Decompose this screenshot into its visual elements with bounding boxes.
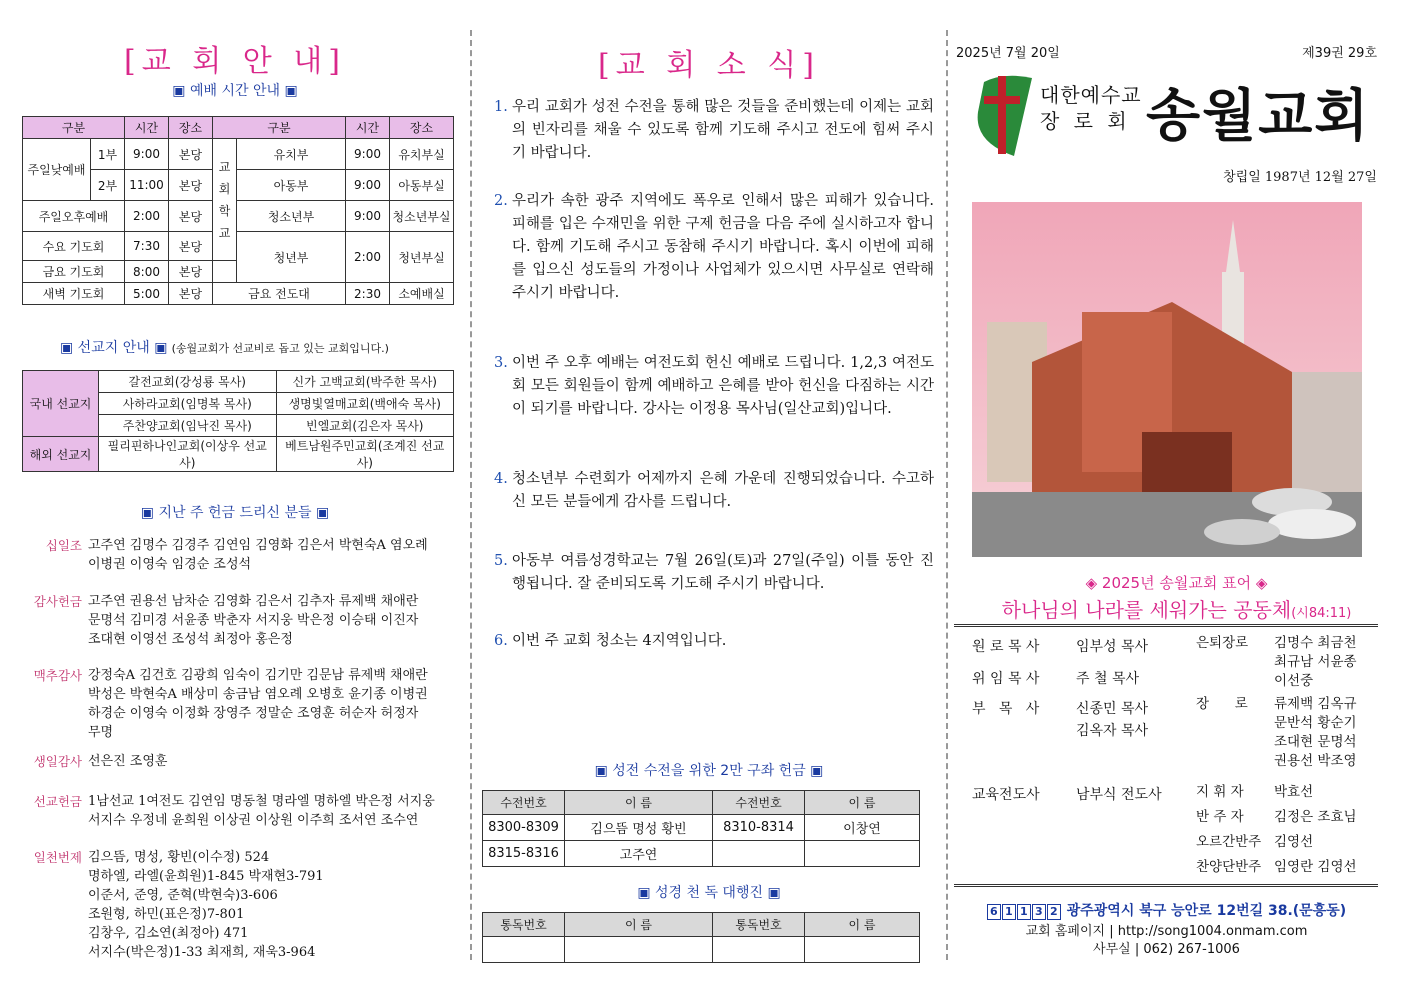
cell: 9:00 [346,201,390,232]
denomination-line2: 장 로 회 [1040,109,1131,133]
offering-line: 무명 [88,725,114,740]
th: 장소 [390,117,454,139]
cell: 8310-8314 [713,815,805,841]
th: 통독번호 [483,913,565,937]
cell [805,937,920,963]
cell: 7:30 [125,232,169,261]
church-guide-title: [교 회 안 내] [124,44,346,79]
cell: 금요 기도회 [23,261,125,283]
bible-heading: ▣ 성경 천 독 대행진 ▣ [637,885,781,901]
cell [483,937,565,963]
church-building-photo [972,202,1362,557]
cell: 사하라교회(임명복 목사) [99,393,277,415]
offering-label: 생일감사 [33,754,82,769]
offering-line: 조대현 이영선 조성석 최정아 홍은정 [88,632,293,647]
offering-line: 조원형, 하민(표은정)7-801 [88,907,245,922]
mission-table [22,370,454,472]
cell: 본당 [169,232,213,261]
staff-role: 부 목 사 [972,701,1040,717]
cell: 청소년부실 [390,201,454,232]
cell: 아동부실 [390,170,454,201]
offering-line: 이병권 이영숙 임경순 조성석 [88,557,252,572]
middle-column [474,0,944,992]
news-item [494,468,934,514]
motto: 하나님의 나라를 세워가는 공동체 [1001,598,1292,622]
th: 이 름 [565,913,713,937]
cell: 본당 [169,201,213,232]
th: 이 름 [565,791,713,815]
church-name: 송월교회 [1146,84,1371,149]
address-row [950,900,1383,920]
cell: 베트남원주민교회(조계진 선교사) [276,437,454,472]
staff-name: 조대현 문명석 [1274,734,1357,750]
staff-row [972,784,1162,804]
cell: 청년부실 [390,232,454,283]
offering-line: 1남선교 1여전도 김연임 명동철 명라엘 명하엘 박은정 서지웅 [88,794,435,809]
staff-name: 이선중 [1274,673,1314,689]
divider [954,624,1378,627]
cell: 9:00 [346,139,390,170]
offering-line: 명하엘, 라엘(윤희원)1-845 박재현3-791 [88,869,324,884]
news-item [494,352,934,421]
cell: 8300-8309 [483,815,565,841]
cell: 주일오후예배 [23,201,125,232]
th: 구분 [213,117,346,139]
offering-line: 서지수 우정네 윤희원 이상권 이상원 이주희 조서연 조수연 [88,813,419,828]
cell: 2:00 [125,201,169,232]
staff-row [1196,634,1357,691]
denomination [1040,82,1142,134]
cell [713,841,805,867]
th: 이 름 [805,791,920,815]
th: 구분 [23,117,125,139]
staff-name: 김옥자 목사 [1076,723,1149,739]
th: 수전번호 [713,791,805,815]
staff-role: 교육전도사 [972,787,1040,803]
cell: 금요 전도대 [213,283,346,305]
offering-group [24,666,464,742]
news-item [494,550,934,596]
homepage[interactable]: 교회 홈페이지 | http://song1004.onmam.com [1025,924,1308,939]
cell: 주일낮예배 [23,139,91,201]
cell: 5:00 [125,283,169,305]
offering-group [24,792,464,830]
th: 통독번호 [713,913,805,937]
cell: 신가 고백교회(박주한 목사) [276,371,454,393]
news-text: 이번 주 교회 청소는 4지역입니다. [512,633,727,649]
cell: 본당 [169,261,213,283]
church-news-title: [교 회 소 식] [598,48,820,83]
offering-group [24,536,464,574]
staff-name: 권용선 박조영 [1274,753,1357,769]
staff-name: 김명수 최금천 [1274,635,1357,651]
offering-line: 이준서, 준영, 준혁(박현숙)3-606 [88,888,278,903]
fund-table [482,790,920,867]
staff-name: 류제백 김옥규 [1274,696,1357,712]
staff-row [1196,783,1313,802]
cell: 이창연 [805,815,920,841]
news-text: 우리가 속한 광주 지역에도 폭우로 인해서 많은 피해가 있습니다. 피해를 입은 수재민을 위한 구제 헌금을 다음 주에 실시하고자 합니다. 함께 기도해 주시고 동참해 주시기 바랍니다. 혹시 이번에 피해를 입으신 성도들의 가정이나 사업체가 있으시면 사무실로 연락해 주시기 바랍니다. [512,193,934,301]
bible-table [482,912,920,963]
news-number: 6. [494,633,508,649]
news-item [494,190,934,305]
offering-line: 박성은 박현숙A 배상미 송금남 염오례 오병호 윤기종 이병권 [88,687,428,702]
staff-role: 장 로 [1196,696,1248,712]
offering-group [24,848,464,962]
cell: 2:00 [346,232,390,283]
cell: 2부 [91,170,125,201]
offering-label: 선교헌금 [33,794,82,809]
fund-heading: ▣ 성전 수전을 위한 2만 구좌 헌금 ▣ [594,763,824,779]
staff-row [1196,858,1357,877]
denomination-line1: 대한예수교 [1040,83,1142,107]
offering-label: 맥추감사 [33,668,82,683]
offering-line: 김으뜸, 명성, 황빈(이수정) 524 [88,850,270,865]
staff-row [972,720,1148,740]
offering-line: 강정숙A 김건호 김광희 임숙이 김기만 김문남 류제백 채애란 [88,668,428,683]
bulletin-date: 2025년 7월 20일 [956,46,1060,61]
th: 시간 [346,117,390,139]
staff-row [972,636,1148,656]
mission-heading: ▣ 선교지 안내 ▣ [60,340,168,356]
th: 시간 [125,117,169,139]
news-number: 2. [494,193,508,209]
cell: 9:00 [346,170,390,201]
news-item [494,96,934,165]
cell: 9:00 [125,139,169,170]
news-item [494,630,934,653]
motto-row [950,594,1403,623]
cell: 고주연 [565,841,713,867]
cell: 본당 [169,283,213,305]
news-number: 1. [494,99,508,115]
staff-role: 찬양단반주 [1196,859,1262,875]
left-column [0,0,470,992]
cell: 생명빛열매교회(백애숙 목사) [276,393,454,415]
staff-name: 임부성 목사 [1076,639,1149,655]
cell: 2:30 [346,283,390,305]
offering-label: 일천번제 [33,850,82,865]
th: 수전번호 [483,791,565,815]
divider [954,884,1378,887]
staff-role: 지 휘 자 [1196,784,1244,800]
cell: 갈전교회(강성룡 목사) [99,371,277,393]
office-phone: 사무실 | 062) 267-1006 [1093,942,1240,957]
offering-line: 고주연 김명수 김경주 김연임 김영화 김은서 박현숙A 염오례 [88,538,428,553]
cell: 빈엘교회(김은자 목사) [276,415,454,437]
cell: 8315-8316 [483,841,565,867]
cell: 수요 기도회 [23,232,125,261]
staff-name: 김정은 조효님 [1274,809,1357,825]
motto-heading: ◈ 2025년 송월교회 표어 ◈ [1085,574,1268,592]
cell: 주찬양교회(임낙진 목사) [99,415,277,437]
offering-line: 하경순 이영숙 이정화 장영주 정말순 조영훈 허순자 허정자 [88,706,419,721]
staff-row [1196,808,1357,827]
cell: 해외 선교지 [23,437,99,472]
staff-role: 은퇴장로 [1196,635,1249,651]
staff-name: 최규남 서윤종 [1274,654,1357,670]
cell: 유치부실 [390,139,454,170]
cell: 청소년부 [237,201,346,232]
cell [713,937,805,963]
cell: 1부 [91,139,125,170]
cell: 본당 [169,170,213,201]
cell: 새벽 기도회 [23,283,125,305]
zip-code: 6 1 1 3 2 [987,903,1062,919]
offering-group [24,752,464,771]
cell: 소예배실 [390,283,454,305]
news-text: 청소년부 수련회가 어제까지 은혜 가운데 진행되었습니다. 수고하신 모든 분들에게 감사를 드립니다. [512,471,934,510]
staff-name: 문반석 황순기 [1274,715,1357,731]
staff-role: 위 임 목 사 [972,671,1040,687]
cell: 유치부 [237,139,346,170]
offering-label: 십일조 [45,538,82,553]
cell: 필리핀하나인교회(이상우 선교사) [99,437,277,472]
staff-name: 남부식 전도사 [1076,787,1162,803]
staff-name: 신종민 목사 [1076,701,1149,717]
offering-heading: ▣ 지난 주 헌금 드리신 분들 ▣ [140,505,330,521]
th: 장소 [169,117,213,139]
worship-table [22,116,454,305]
staff-name: 임영란 김영선 [1274,859,1357,875]
address: 광주광역시 북구 능안로 12번길 38.(문흥동) [1066,903,1347,919]
news-text: 아동부 여름성경학교는 7월 26일(토)과 27일(주일) 이틀 동안 진행됩니다. 잘 준비되도록 기도해 주시기 바랍니다. [512,553,934,592]
th: 이 름 [805,913,920,937]
cell: 청년부 [237,232,346,283]
motto-ref: (시84:11) [1291,606,1352,621]
cell: 본당 [169,139,213,170]
news-text: 우리 교회가 성전 수전을 통해 많은 것들을 준비했는데 이제는 교회의 빈자리를 채울 수 있도록 함께 기도해 주시고 전도에 힘써 주시기 바랍니다. [512,99,934,161]
worship-heading: ▣ 예배 시간 안내 ▣ [172,83,298,99]
offering-line: 선은진 조영훈 [88,754,168,769]
cell-church-school: 교 회 학 교 [213,139,237,261]
staff-name: 박효선 [1274,784,1314,800]
news-text: 이번 주 오후 예배는 여전도회 헌신 예배로 드립니다. 1,2,3 여전도회 모든 회원들이 함께 예배하고 은혜를 받아 헌신을 다짐하는 시간이 되기를 바랍니다. 강사는 이정용 목사님(일산교회)입니다. [512,355,934,417]
staff-row [972,668,1139,688]
staff-role: 원 로 목 사 [972,639,1040,655]
church-logo-icon [974,72,1036,156]
staff-row [972,698,1148,718]
staff-role: 반 주 자 [1196,809,1244,825]
staff-row [1196,833,1313,852]
news-number: 3. [494,355,508,371]
offering-label: 감사헌금 [33,594,82,609]
offering-line: 고주연 권용선 남차순 김영화 김은서 김추자 류제백 채애란 [88,594,419,609]
mission-note: (송월교회가 선교비로 돕고 있는 교회입니다.) [171,342,389,355]
news-number: 5. [494,553,508,569]
issue-number: 제39권 29호 [1302,46,1377,61]
cell [565,937,713,963]
mission-heading-row [60,337,389,357]
news-number: 4. [494,471,508,487]
cell: 김으뜸 명성 황빈 [565,815,713,841]
staff-role: 오르간반주 [1196,834,1262,850]
cell: 11:00 [125,170,169,201]
cell: 아동부 [237,170,346,201]
founded-date: 창립일 1987년 12월 27일 [1223,170,1377,185]
offering-line: 서지수(박은정)1-33 최재희, 재욱3-964 [88,945,316,960]
cell [805,841,920,867]
staff-name: 김영선 [1274,834,1314,850]
offering-group [24,592,464,649]
cell: 국내 선교지 [23,371,99,437]
cell: 8:00 [125,261,169,283]
staff-row [1196,695,1357,771]
staff-name: 주 철 목사 [1076,671,1139,687]
offering-line: 김창우, 김소연(최정아) 471 [88,926,249,941]
offering-line: 문명석 김미경 서윤종 박춘자 서지웅 박은정 이승태 이진자 [88,613,419,628]
right-column [950,0,1403,992]
